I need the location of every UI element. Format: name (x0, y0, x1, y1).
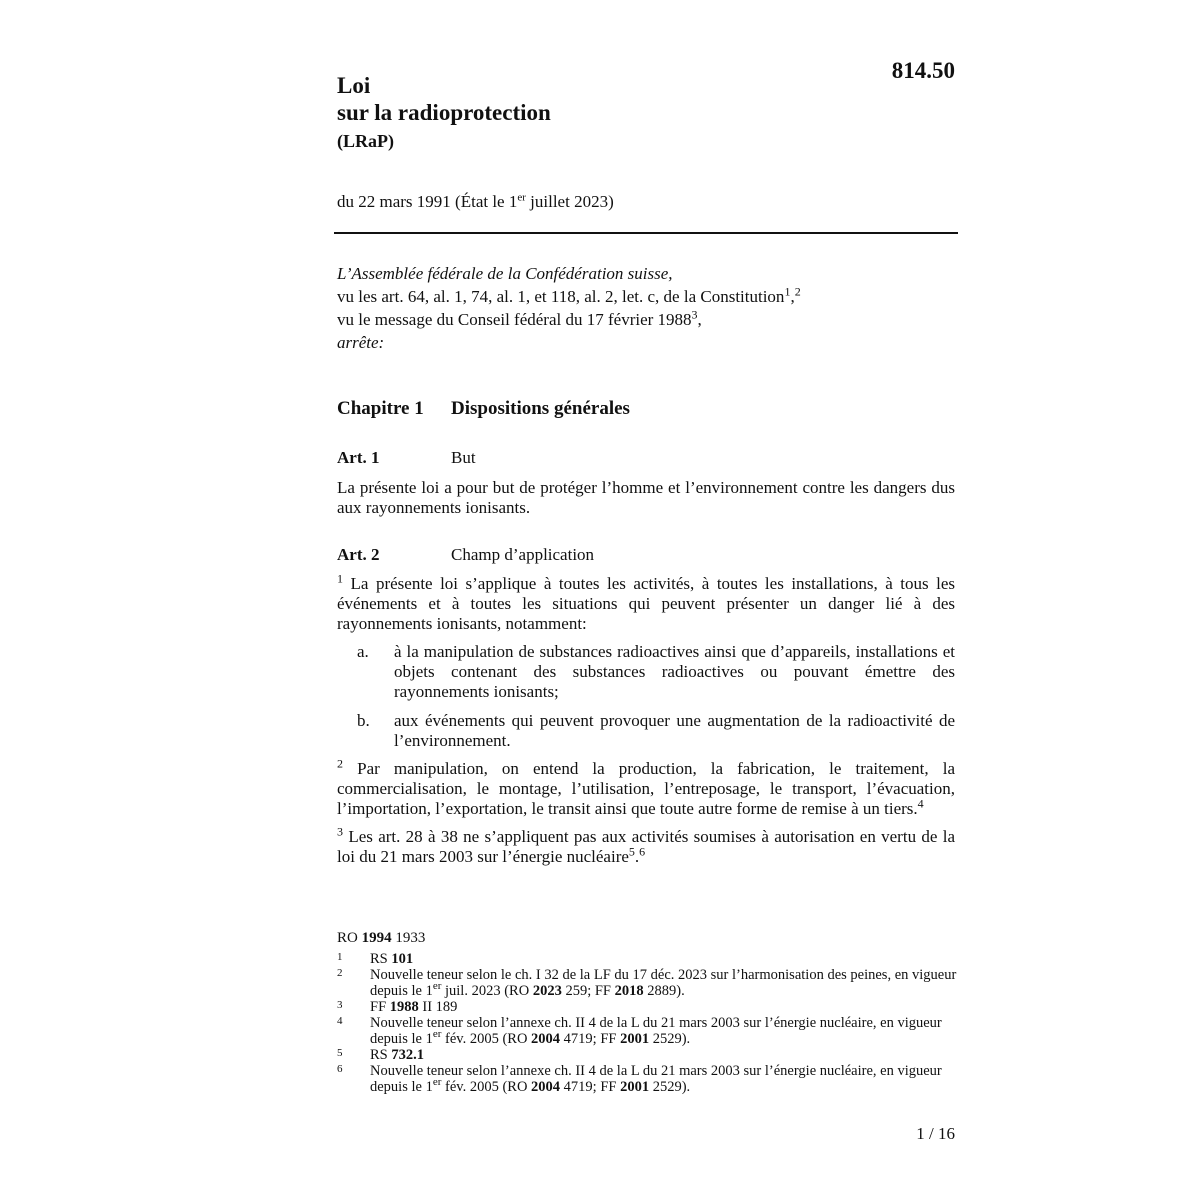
footnote-ref-3[interactable]: 3 (691, 307, 698, 322)
chapter-label: Chapitre 1 (337, 398, 424, 419)
preamble-assembly: L’Assemblée fédérale de la Confédération suisse, (337, 264, 673, 283)
article-2-heading (337, 545, 594, 565)
law-title (337, 72, 551, 153)
footnote-ref-2[interactable]: 2 (794, 284, 801, 299)
footnote-6: 6 Nouvelle teneur selon l’annexe ch. II 4 de la L du 21 mars 2003 sur l’énergie nucléaire, en vigueur depuis le 1er fév. 2005 (RO 2004 4719; FF 2001 2529). (337, 1063, 942, 1095)
article-2-paragraph-1: $^1$ La présente loi s’applique à toutes les activités, à toutes les installations, à tous les événements et à toutes les situations qui peuvent présenter un danger lié à des rayonnements ionisants, notamment: (337, 571, 956, 633)
chapter-heading (337, 398, 630, 420)
list-text: à la manipulation de substances radioactives ainsi que d’appareils, installations et objets contenant des substances radioactives ou pouvant émettre des rayonnements ionisants; (394, 642, 955, 701)
date-prefix: du 22 mars 1991 (État le 1 (337, 192, 518, 211)
preamble (337, 262, 957, 354)
header-divider (334, 232, 958, 234)
title-abbreviation: (LRaP) (337, 131, 394, 151)
list-text: aux événements qui peuvent provoquer une augmentation de la radioactivité de l’environnement. (394, 711, 955, 750)
preamble-arrete: arrête: (337, 333, 385, 352)
paragraph-number: 3 (337, 824, 343, 839)
footnote-ref-1[interactable]: 1 (784, 284, 791, 299)
article-2-paragraph-2: $^2$ Par manipulation, on entend la production, la fabrication, le traitement, la commercialisation, le montage, l’utilisation, l’entreposage, le transport, l’évacuation, l’importation, l’exportation, le transit ainsi que toute autre forme de remise à un tiers.$^4$ (337, 756, 956, 818)
footnote-4: 4 Nouvelle teneur selon l’annexe ch. II 4 de la L du 21 mars 2003 sur l’énergie nucléaire, en vigueur depuis le 1er fév. 2005 (RO 2004 4719; FF 2001 2529). (337, 1015, 942, 1047)
preamble-vu-message: vu le message du Conseil fédéral du 17 février 1988$^3$, (337, 307, 702, 329)
list-letter: a. (357, 642, 369, 661)
chapter-title: Dispositions générales (451, 398, 630, 419)
footnotes (337, 951, 957, 1095)
article-1-heading (337, 448, 476, 468)
footnote-ref-5[interactable]: 5 (628, 844, 635, 859)
footnote-ref-6[interactable]: 6 (639, 844, 646, 859)
article-1-text: La présente loi a pour but de protéger l’homme et l’environnement contre les dangers dus aux rayonnements ionisants. (337, 478, 955, 517)
footnote-2: 2 Nouvelle teneur selon le ch. I 32 de la LF du 17 déc. 2023 sur l’harmonisation des peines, en vigueur depuis le 1er juil. 2023 (RO 2023 259; FF 2018 2889). (337, 967, 957, 999)
sr-number: 814.50 (891, 58, 955, 83)
date-superscript: er (517, 191, 526, 204)
footnote-3: 3 FF 1988 II 189 (337, 999, 458, 1015)
article-2-paragraph-3: $^3$ Les art. 28 à 38 ne s’appliquent pas aux activités soumises à autorisation en vertu de la loi du 21 mars 2003 sur l’énergie nucléaire$^5$.$^6$ (337, 824, 956, 866)
article-1-title: But (451, 448, 476, 467)
paragraph-number: 2 (337, 756, 343, 771)
footnote-1: 1 RS 101 (337, 951, 414, 967)
article-2-title: Champ d’application (451, 545, 595, 564)
list-letter: b. (357, 711, 370, 730)
title-line-1: Loi (337, 73, 371, 98)
article-1-number: Art. 1 (337, 448, 380, 467)
footnote-5: 5 RS 732.1 (337, 1047, 424, 1063)
ro-reference: RO 1994 1933 (337, 930, 426, 946)
article-2-number: Art. 2 (337, 545, 380, 564)
preamble-vu-constitution: vu les art. 64, al. 1, 74, al. 1, et 118, al. 2, let. c, de la Constitution$^1$,$^2$ (337, 284, 801, 306)
title-line-2: sur la radioprotection (337, 100, 551, 125)
page-number: 1 / 16 (916, 1124, 955, 1143)
footnote-ref-4[interactable]: 4 (917, 796, 924, 811)
paragraph-number: 1 (337, 571, 343, 586)
date-suffix: juillet 2023) (525, 192, 614, 211)
law-date (337, 192, 614, 212)
